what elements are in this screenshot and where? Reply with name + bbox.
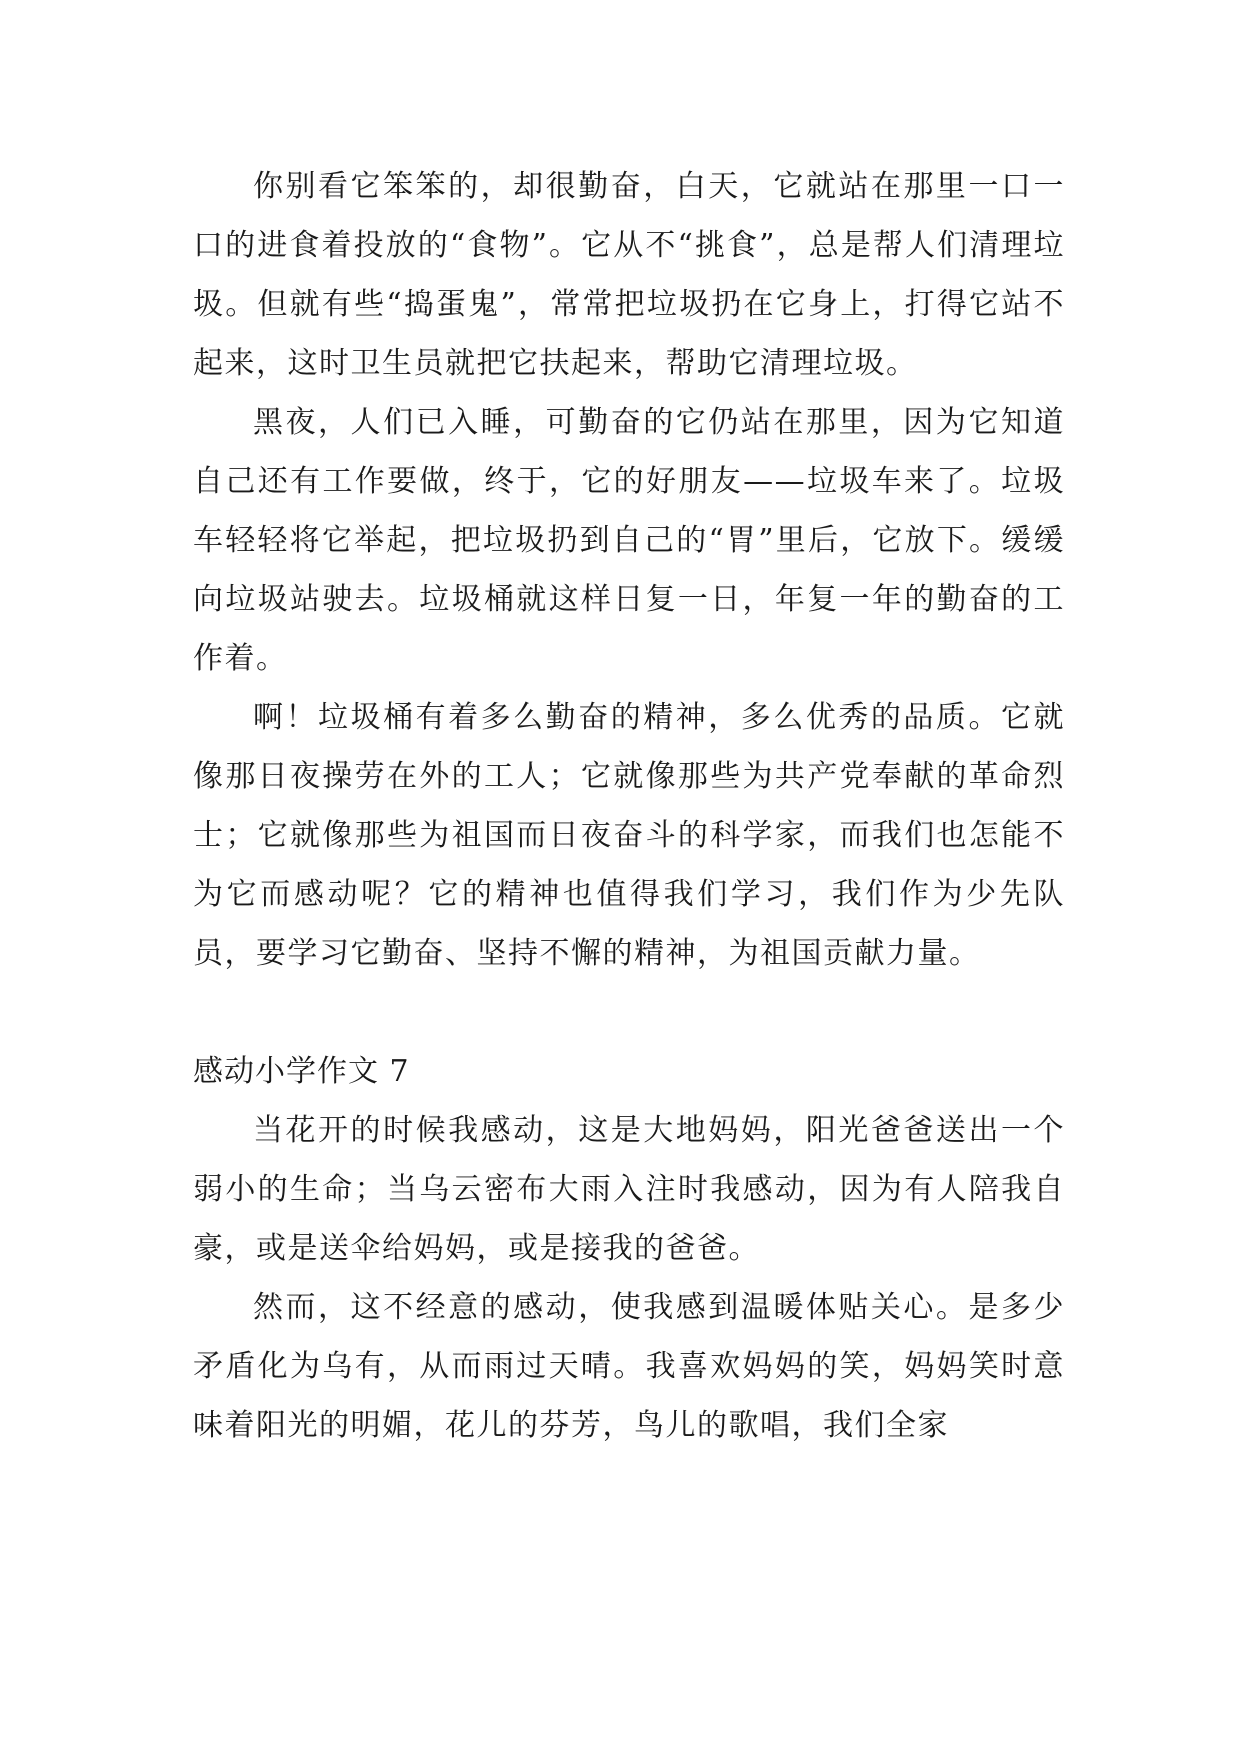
paragraph: 你别看它笨笨的，却很勤奋，白天，它就站在那里一口一口的进食着投放的“食物”。它从不“挑食”，总是帮人们清理垃圾。但就有些“捣蛋鬼”，常常把垃圾扔在它身上，打得它站不起来，这时卫生员就把它扶起来，帮助它清理垃圾。	[193, 169, 1065, 381]
paragraph: 啊！垃圾桶有着多么勤奋的精神，多么优秀的品质。它就像那日夜操劳在外的工人；它就像那些为共产党奉献的革命烈士；它就像那些为祖国而日夜奋斗的科学家，而我们也怎能不为它而感动呢？它的精神也值得我们学习，我们作为少先队员，要学习它勤奋、坚持不懈的精神，为祖国贡献力量。	[193, 700, 1065, 971]
paragraph: 当花开的时候我感动，这是大地妈妈，阳光爸爸送出一个弱小的生命；当乌云密布大雨入注时我感动，因为有人陪我自豪，或是送伞给妈妈，或是接我的爸爸。	[193, 1113, 1065, 1266]
paragraph: 黑夜，人们已入睡，可勤奋的它仍站在那里，因为它知道自己还有工作要做，终于，它的好朋友——垃圾车来了。垃圾车轻轻将它举起，把垃圾扔到自己的“胃”里后，它放下。缓缓向垃圾站驶去。垃圾桶就这样日复一日，年复一年的勤奋的工作着。	[193, 405, 1065, 676]
document-body	[193, 157, 1065, 1455]
section-title: 感动小学作文 7	[193, 1054, 410, 1089]
paragraph: 然而，这不经意的感动，使我感到温暖体贴关心。是多少矛盾化为乌有，从而雨过天晴。我喜欢妈妈的笑，妈妈笑时意味着阳光的明媚，花儿的芬芳，鸟儿的歌唱，我们全家	[193, 1290, 1065, 1443]
